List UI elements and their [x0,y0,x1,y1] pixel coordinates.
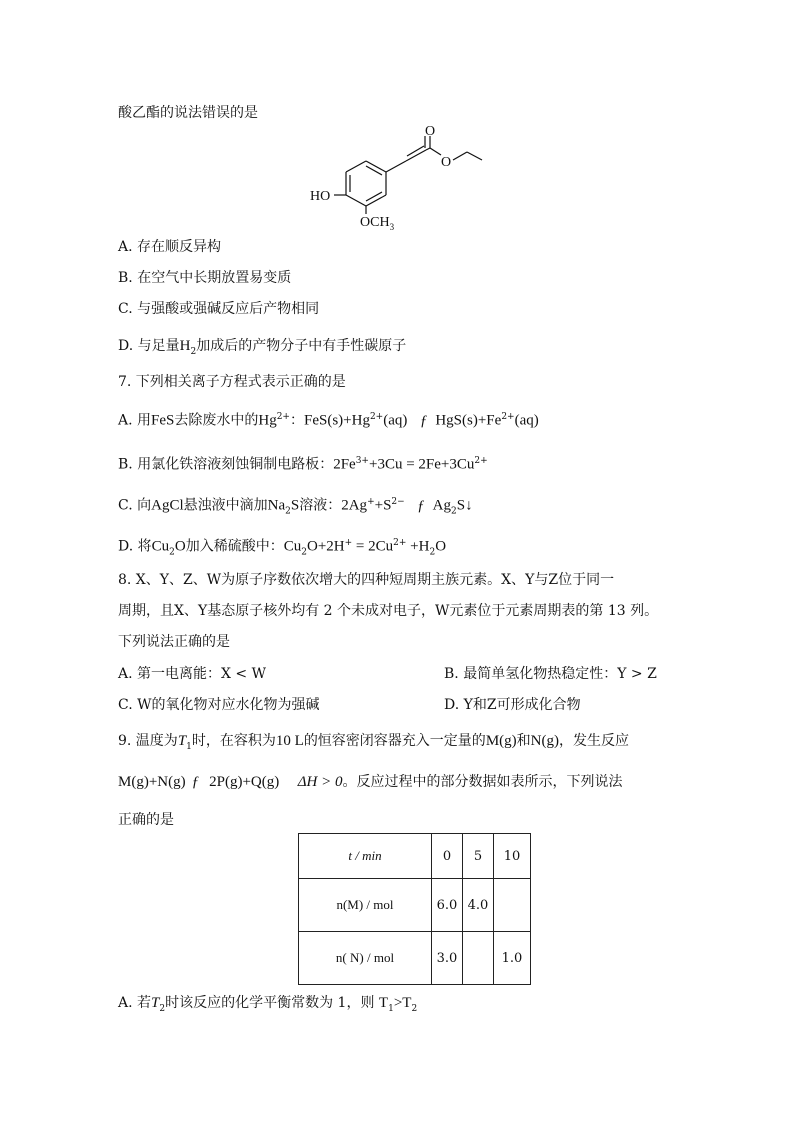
ethyl-bond [467,152,482,160]
methoxy-label: $OCH_3$ [360,215,395,232]
question-6-stem: 酸乙酯的说法错误的是 [118,105,258,121]
q8-option-b: B. 最简单氢化物热稳定性：Y > Z [444,666,657,682]
table-row-label: n( N) / mol [299,932,432,985]
ring-inner-bond [366,192,382,201]
question-8-line-2: 周期，且X、Y基态原子核外均有 2 个未成对电子，W元素位于元素周期表的第 13 列。 [118,603,659,619]
table-header-cell: 10 [494,834,531,879]
chain-double-bond [407,146,424,156]
ester-bond [430,148,441,155]
table-cell [463,932,494,985]
q8-option-c: C. W的氧化物对应水化物为强碱 [118,697,320,713]
carbonyl-o-label: O [425,124,436,139]
ring-bond [366,161,386,172]
table-header-cell: 0 [432,834,463,879]
q6-option-d: D. 与足量$H_2$加成后的产物分子中有手性碳原子 [118,338,407,357]
table-header-cell: 5 [463,834,494,879]
ring-inner-bond [366,166,382,175]
question-9-line-3: 正确的是 [118,812,174,828]
q6-option-a: A. 存在顺反异构 [118,239,222,255]
chain-bond [386,161,406,172]
q8-option-a: A. 第一电离能：X < W [118,666,267,682]
ester-o-label: O [441,155,452,170]
ring-bond [346,161,366,172]
hydroxyl-label: HO [310,189,331,204]
molecule-structure-diagram [310,122,500,234]
table-cell: 1.0 [494,932,531,985]
table-cell: 4.0 [463,879,494,932]
q9-option-a: A. 若$T_2$时该反应的化学平衡常数为 1，则 $T_1>T_2$ [118,995,418,1014]
table-cell: 6.0 [432,879,463,932]
question-9-line-1: 9. 温度为$T_1$时，在容积为10 L的恒容密闭容器充入一定量的M(g)和N(g)，发生反应 [118,733,629,752]
table-header-row [299,834,531,879]
q8-option-d: D. Y和Z可形成化合物 [444,697,581,713]
q6-option-c: C. 与强酸或强碱反应后产物相同 [118,301,320,317]
question-8-line-1: 8. X、Y、Z、W为原子序数依次增大的四种短周期主族元素。X、Y与Z位于同一 [118,572,615,588]
ethyl-bond [453,152,467,160]
question-9-line-2: M(g)+N(g) ƒ 2P(g)+Q(g) ΔH > 0。反应过程中的部分数据如表所示，下列说法 [118,774,623,790]
table-header-cell: t / min [299,834,432,879]
table-cell [494,879,531,932]
table-row [299,932,531,985]
q7-option-a: A. 用FeS去除废水中的$Hg^{2+}$：$FeS(s)+Hg^{2+}(aq)$ ƒ $HgS(s)+Fe^{2+}(aq)$ [118,412,539,429]
question-7-stem: 7. 下列相关离子方程式表示正确的是 [118,374,346,390]
chain-bond [426,148,430,150]
table-row-label: n(M) / mol [299,879,432,932]
table-row [299,879,531,932]
question-8-line-3: 下列说法正确的是 [118,634,230,650]
ring-bond [366,195,386,206]
q7-option-c: C. 向AgCl悬浊液中滴加$Na_2S$溶液：$2Ag^++S^{2-}$ ƒ $Ag_2S↓$ [118,497,473,517]
table-cell: 3.0 [432,932,463,985]
q7-option-d: D. 将$Cu_2O$加入稀硫酸中：$Cu_2O+2H^+ = 2Cu^{2+} +H_2O$ [118,538,447,558]
q7-option-b: B. 用氯化铁溶液刻蚀铜制电路板：$2Fe^{3+}+3Cu = 2Fe+3Cu^{2+}$ [118,456,488,473]
ring-bond [346,195,366,206]
data-table [298,833,531,985]
q6-option-b: B. 在空气中长期放置易变质 [118,270,292,286]
